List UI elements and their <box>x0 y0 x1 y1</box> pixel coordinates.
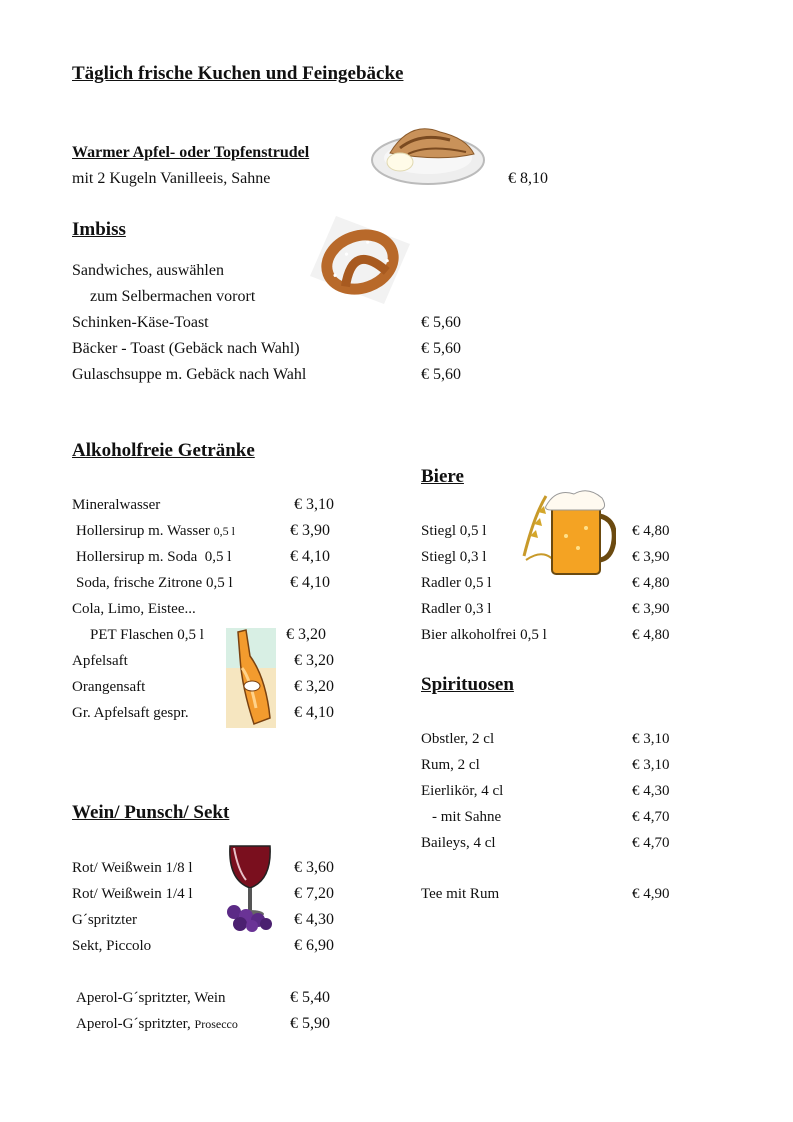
menu-item-name: Sekt, Piccolo <box>72 938 152 954</box>
menu-item-price: € 3,10 <box>632 757 670 773</box>
strudel-desc: mit 2 Kugeln Vanilleeis, Sahne <box>72 170 271 187</box>
spirits-title: Spirituosen <box>421 674 514 695</box>
menu-item-name: Tee mit Rum <box>421 886 500 902</box>
menu-item-price: € 3,90 <box>632 601 670 617</box>
menu-item-price: € 4,80 <box>632 523 670 539</box>
menu-item-name: Soda, frische Zitrone 0,5 l <box>76 575 233 591</box>
menu-item-name: Eierlikör, 4 cl <box>421 783 504 799</box>
cakes-title: Täglich frische Kuchen und Feingebäcke <box>72 63 404 84</box>
menu-item-name: Rum, 2 cl <box>421 757 480 773</box>
menu-item-price: € 5,60 <box>421 314 461 331</box>
menu-item-name: Gulaschsuppe m. Gebäck nach Wahl <box>72 366 307 383</box>
wine-title: Wein/ Punsch/ Sekt <box>72 802 230 823</box>
menu-item-price: € 4,70 <box>632 835 670 851</box>
menu-item-name: Mineralwasser <box>72 497 161 513</box>
menu-item-price: € 7,20 <box>294 885 334 902</box>
menu-item-name: PET Flaschen 0,5 l <box>90 627 204 643</box>
menu-item-price: € 3,90 <box>632 549 670 565</box>
menu-item-name: Gr. Apfelsaft gespr. <box>72 705 189 721</box>
menu-item-price: € 5,60 <box>421 340 461 357</box>
menu-item-name: Cola, Limo, Eistee... <box>72 601 196 617</box>
beer-title: Biere <box>421 466 464 487</box>
strudel-name: Warmer Apfel- oder Topfenstrudel <box>72 144 310 161</box>
menu-item-name: Aperol-G´spritzter, Prosecco <box>76 1016 238 1032</box>
menu-item-price: € 4,30 <box>632 783 670 799</box>
menu-item-name: Schinken-Käse-Toast <box>72 314 209 331</box>
soda-bottle-image <box>226 628 276 728</box>
beer-mug-image <box>516 486 616 582</box>
softdrinks-title: Alkoholfreie Getränke <box>72 440 255 461</box>
menu-item-name: Apfelsaft <box>72 653 128 669</box>
menu-item-name: - mit Sahne <box>432 809 502 825</box>
menu-item-name: Rot/ Weißwein 1/4 l <box>72 886 193 902</box>
menu-item-price: € 4,80 <box>632 627 670 643</box>
menu-item-price: € 4,90 <box>632 886 670 902</box>
menu-item-name: Orangensaft <box>72 679 146 695</box>
strudel-price: € 8,10 <box>508 170 548 187</box>
imbiss-title: Imbiss <box>72 219 126 240</box>
menu-item-price: € 4,80 <box>632 575 670 591</box>
menu-item-price: € 3,60 <box>294 859 334 876</box>
menu-item-name: Rot/ Weißwein 1/8 l <box>72 860 193 876</box>
menu-item-name: Hollersirup m. Soda 0,5 l <box>76 549 232 565</box>
menu-item-price: € 3,20 <box>294 678 334 695</box>
menu-item-name: Radler 0,3 l <box>421 601 492 617</box>
menu-item-name: Obstler, 2 cl <box>421 731 495 747</box>
menu-item-name: G´spritzter <box>72 912 137 928</box>
wine-glass-image <box>222 840 278 932</box>
menu-item-name: Stiegl 0,5 l <box>421 523 487 539</box>
menu-item-name: Radler 0,5 l <box>421 575 492 591</box>
pretzel-image <box>306 214 412 306</box>
menu-item-price: € 4,70 <box>632 809 670 825</box>
menu-item-name: Stiegl 0,3 l <box>421 549 487 565</box>
sandwich-line1: Sandwiches, auswählen <box>72 262 224 279</box>
menu-item-price: € 3,20 <box>294 652 334 669</box>
menu-item-price: € 5,90 <box>290 1015 330 1032</box>
menu-item-price: € 4,30 <box>294 911 334 928</box>
menu-item-price: € 3,10 <box>632 731 670 747</box>
menu-item-price: € 5,60 <box>421 366 461 383</box>
menu-item-price: € 4,10 <box>290 548 330 565</box>
strudel-image <box>370 118 490 193</box>
menu-item-name: Hollersirup m. Wasser 0,5 l <box>76 523 236 539</box>
menu-item-name: Bäcker - Toast (Gebäck nach Wahl) <box>72 340 300 357</box>
menu-item-price: € 4,10 <box>290 574 330 591</box>
menu-item-price: € 6,90 <box>294 937 334 954</box>
menu-item-name: Aperol-G´spritzter, Wein <box>76 990 226 1006</box>
menu-item-price: € 4,10 <box>294 704 334 721</box>
menu-item-price: € 3,10 <box>294 496 334 513</box>
menu-item-price: € 3,90 <box>290 522 330 539</box>
menu-item-price: € 3,20 <box>286 626 326 643</box>
sandwich-line2: zum Selbermachen vorort <box>90 288 256 305</box>
menu-item-name: Bier alkoholfrei 0,5 l <box>421 627 547 643</box>
menu-item-name: Baileys, 4 cl <box>421 835 496 851</box>
menu-item-price: € 5,40 <box>290 989 330 1006</box>
